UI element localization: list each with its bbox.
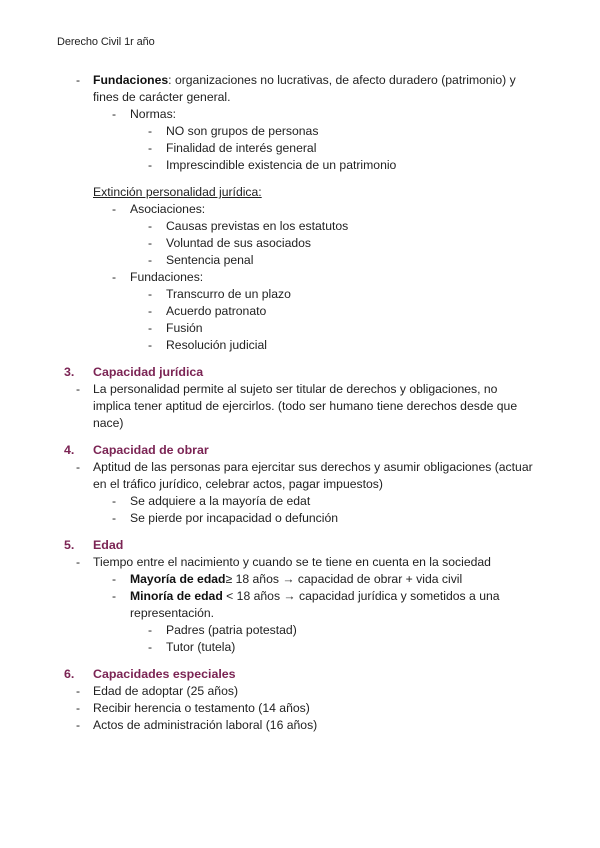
list-item: - Tutor (tutela) (148, 640, 236, 654)
list-item: - Padres (patria potestad) (148, 623, 297, 637)
normas-label: Normas: (130, 107, 177, 121)
list-item: - Acuerdo patronato (148, 304, 267, 318)
list-item: - Aptitud de las personas para ejercitar sus derechos y asumir obligaciones (actuar en el tráfico jurídico, celebrar actos, pagar impuestos) (76, 460, 533, 491)
fundaciones-definition: : organizaciones no lucrativas, de afecto duradero (patrimonio) y fines de carácter general. (93, 73, 516, 104)
list-item: - Imprescindible existencia de un patrimonio (148, 158, 397, 172)
list-item: - Transcurro de un plazo (148, 287, 291, 301)
bullet-dash: - (76, 73, 81, 87)
list-item: - Resolución judicial (148, 338, 267, 352)
term-mayoria: Mayoría de edad (130, 572, 226, 586)
document-body (0, 72, 600, 734)
list-item: - Finalidad de interés general (148, 141, 317, 155)
page-header: Derecho Civil 1r año (57, 36, 155, 48)
list-item: - NO son grupos de personas (148, 124, 319, 138)
section-heading: 5. Edad (64, 538, 124, 552)
list-item: - Fundaciones: (112, 270, 204, 284)
list-item: - Mayoría de edad≥ 18 años → capacidad de obrar + vida civil (112, 572, 463, 586)
list-item: - Recibir herencia o testamento (14 años) (76, 701, 310, 715)
list-item (0, 72, 600, 106)
list-item: - Voluntad de sus asociados (148, 236, 311, 250)
list-item: - La personalidad permite al sujeto ser titular de derechos y obligaciones, no implica tener aptitud de ejercirlos. (todo ser humano tiene derechos desde que nace) (76, 382, 518, 430)
list-item: - Se adquiere a la mayoría de edat (112, 494, 311, 508)
list-item: - Tiempo entre el nacimiento y cuando se te tiene en cuenta en la sociedad (76, 555, 491, 569)
term-fundaciones: Fundaciones (93, 73, 169, 87)
list-item: - Causas previstas en los estatutos (148, 219, 349, 233)
list-item: - Actos de administración laboral (16 años) (76, 718, 318, 732)
section-heading: 4. Capacidad de obrar (64, 443, 209, 457)
list-item: - Minoría de edad < 18 años → capacidad jurídica y sometidos a una representación. (112, 589, 500, 620)
section-heading: 3. Capacidad jurídica (64, 365, 204, 379)
term-minoria: Minoría de edad (130, 589, 223, 603)
extincion-heading: Extinción personalidad jurídica: (93, 185, 262, 199)
list-item: - Se pierde por incapacidad o defunción (112, 511, 339, 525)
list-item: - Asociaciones: (112, 202, 206, 216)
list-item: - Normas: (0, 106, 600, 123)
list-item: - Fusión (148, 321, 203, 335)
list-item: - Edad de adoptar (25 años) (76, 684, 239, 698)
section-heading: 6. Capacidades especiales (64, 667, 236, 681)
list-item: - Sentencia penal (148, 253, 254, 267)
